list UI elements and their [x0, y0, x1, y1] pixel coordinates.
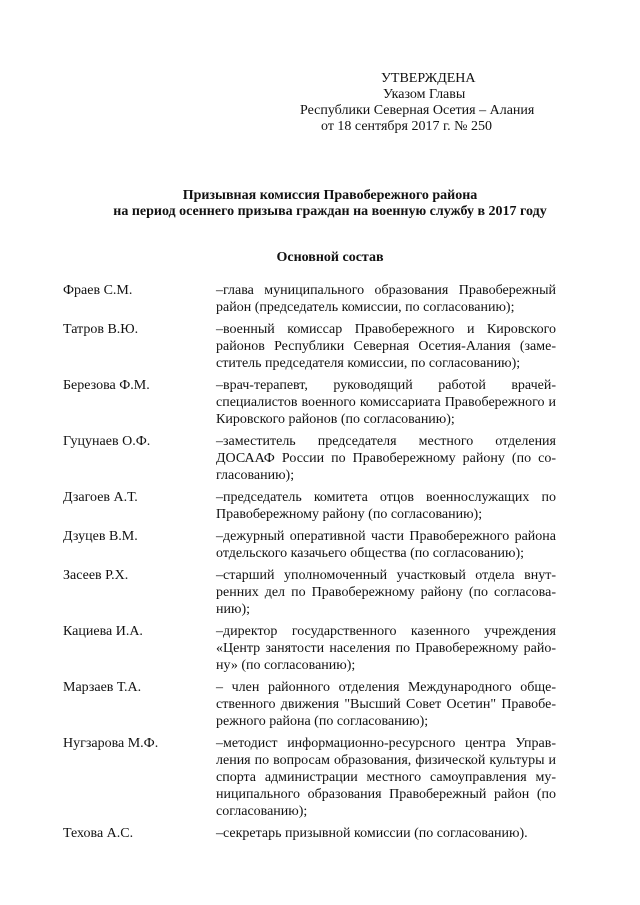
member-row [63, 433, 563, 484]
approval-stamp [300, 71, 558, 135]
member-name: Кациева И.А. [63, 624, 143, 639]
member-role: –секретарь призывной комиссии (по согласованию). [216, 826, 528, 841]
member-name: Березова Ф.М. [63, 378, 150, 393]
member-name: Дзуцев В.М. [63, 529, 138, 544]
member-row [63, 623, 563, 674]
member-row [63, 567, 563, 618]
member-name: Марзаев Т.А. [63, 680, 142, 695]
member-role: –директор государственного казенного учреждения «Центр занятости населения по Правобережному району» (по согласованию); [216, 624, 556, 673]
document-title-line-2: на период осеннего призыва граждан на военную службу в 2017 году [113, 204, 547, 219]
member-name: Татров В.Ю. [63, 322, 139, 337]
member-row [63, 735, 563, 820]
member-role: –старший уполномоченный участковый отдела внутренних дел по Правобережному району (по согласованию); [216, 568, 556, 617]
approval-decree: Указом Главы [383, 87, 466, 102]
member-role: –заместитель председателя местного отделения ДОСААФ России по Правобережному району (по согласованию); [216, 434, 556, 483]
member-row [63, 321, 563, 372]
document-title [70, 188, 590, 220]
member-row [63, 489, 563, 523]
member-name: Дзагоев А.Т. [63, 490, 138, 505]
members-list [63, 282, 563, 847]
member-row [63, 528, 563, 562]
member-name: Нугзарова М.Ф. [63, 736, 159, 751]
approval-date-number: от 18 сентября 2017 г. № 250 [321, 119, 492, 134]
member-row [63, 825, 563, 842]
member-name: Фраев С.М. [63, 283, 133, 298]
member-role: –председатель комитета отцов военнослужащих по Правобережному району (по согласованию); [216, 490, 556, 522]
member-row [63, 282, 563, 316]
approval-republic: Республики Северная Осетия – Алания [300, 103, 535, 118]
document-title-line-1: Призывная комиссия Правобережного района [182, 188, 478, 203]
member-role: –врач-терапевт, руководящий работой врачей-специалистов военного комиссариата Правобережного и Кировского районов (по согласованию); [216, 378, 556, 427]
approval-heading: УТВЕРЖДЕНА [381, 71, 476, 86]
member-role: –дежурный оперативной части Правобережного района отдельского казачьего общества (по согласованию); [216, 529, 556, 561]
member-role: –глава муниципального образования Правобережный район (председатель комиссии, по согласованию); [216, 283, 556, 315]
member-name: Гуцунаев О.Ф. [63, 434, 151, 449]
section-title: Основной состав [276, 250, 384, 265]
member-row [63, 679, 563, 730]
member-role: –методист информационно-ресурсного центра Управления по вопросам образования, физической культуры и спорта администрации местного самоуправления муниципального образования Правобережный район (по согласованию); [216, 736, 556, 819]
member-role: – член районного отделения Международного общественного движения "Высший Совет Осетин" Правобережного района (по согласованию); [216, 680, 556, 729]
member-role: –военный комиссар Правобережного и Кировского районов Республики Северная Осетия-Алания (заместитель председателя комиссии, по согласованию); [216, 322, 556, 371]
member-name: Засеев Р.Х. [63, 568, 129, 583]
member-name: Техова А.С. [63, 826, 134, 841]
member-row [63, 377, 563, 428]
